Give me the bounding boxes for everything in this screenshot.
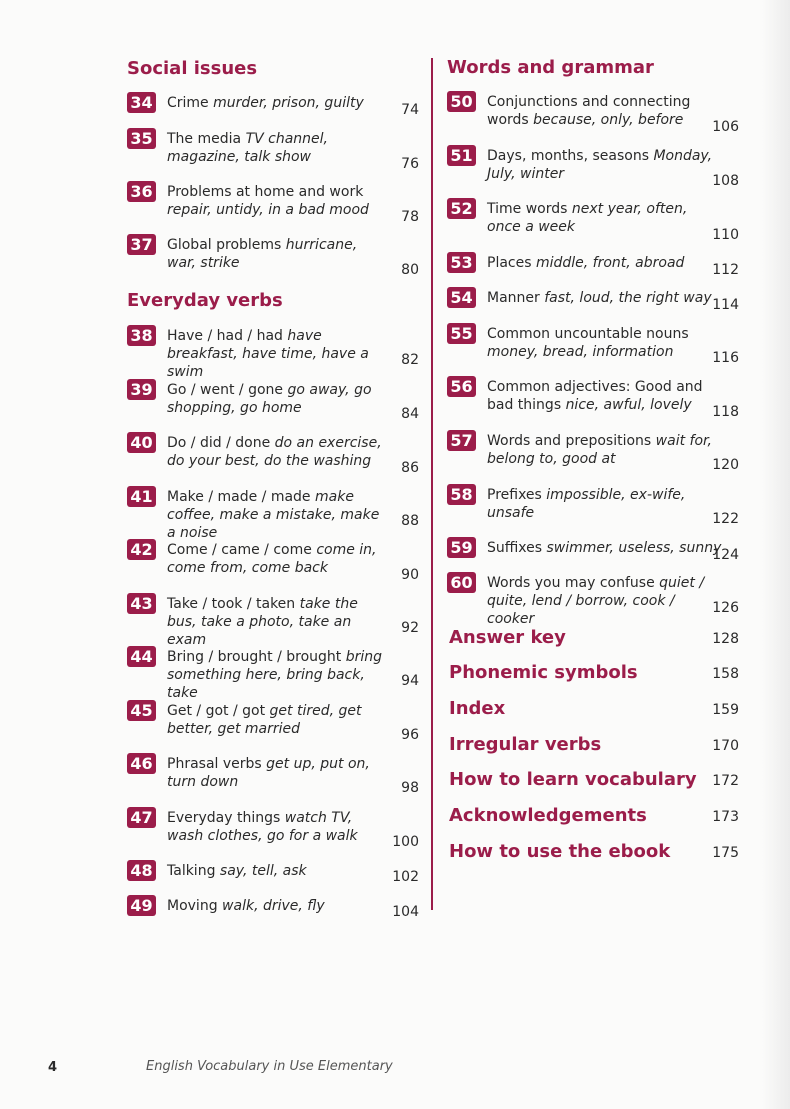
toc-entry[interactable]	[127, 236, 419, 276]
back-matter-entry[interactable]	[449, 627, 739, 649]
unit-text	[167, 183, 389, 219]
unit-number-badge: 53	[447, 252, 476, 273]
unit-text	[167, 381, 389, 417]
unit-examples: money, bread, information	[487, 344, 674, 360]
toc-entry[interactable]	[447, 573, 739, 627]
unit-title: Suffixes	[487, 540, 543, 556]
unit-text	[487, 325, 722, 361]
unit-examples: have breakfast, have time, have a swim	[167, 328, 369, 380]
page-number: 126	[712, 600, 739, 616]
back-matter-label: Phonemic symbols	[449, 662, 638, 683]
unit-examples: do an exercise, do your best, do the washing	[167, 435, 382, 469]
unit-title: Words you may confuse	[487, 575, 655, 591]
unit-number-badge: 48	[127, 860, 156, 881]
page-number: 78	[401, 209, 419, 225]
unit-title: Time words	[487, 201, 568, 217]
back-matter-label: How to learn vocabulary	[449, 769, 697, 790]
page-edge-shadow	[762, 0, 790, 1109]
unit-title: Manner	[487, 290, 540, 306]
unit-text	[487, 378, 722, 414]
unit-text	[167, 755, 389, 791]
unit-title: The media	[167, 131, 242, 147]
toc-entry[interactable]	[127, 862, 419, 902]
column-divider	[431, 58, 433, 910]
unit-text	[487, 574, 722, 628]
unit-text	[167, 488, 389, 542]
unit-text	[487, 539, 722, 557]
unit-title: Global problems	[167, 237, 282, 253]
toc-entry[interactable]	[127, 94, 419, 134]
unit-examples: walk, drive, fly	[222, 898, 325, 914]
unit-examples: swimmer, useless, sunny	[546, 540, 722, 556]
unit-number-badge: 52	[447, 198, 476, 219]
toc-entry[interactable]	[127, 809, 419, 849]
unit-title: Problems at home and work	[167, 184, 364, 200]
unit-title: Go / went / gone	[167, 382, 284, 398]
page-number: 84	[401, 406, 419, 422]
page-number: 74	[401, 102, 419, 118]
back-matter-label: Acknowledgements	[449, 805, 647, 826]
unit-number-badge: 38	[127, 325, 156, 346]
unit-title: Common uncountable nouns	[487, 326, 689, 342]
toc-entry[interactable]	[447, 147, 739, 187]
toc-entry[interactable]	[127, 541, 419, 581]
page-number: 102	[392, 869, 419, 885]
unit-title: Words and prepositions	[487, 433, 652, 449]
unit-number-badge: 39	[127, 379, 156, 400]
back-matter-entry[interactable]	[449, 805, 739, 827]
page-number: 104	[392, 904, 419, 920]
footer-book-title: English Vocabulary in Use Elementary	[146, 1059, 393, 1074]
page-number: 86	[401, 460, 419, 476]
page-number: 110	[712, 227, 739, 243]
toc-entry[interactable]	[447, 432, 739, 472]
page-number: 128	[712, 631, 739, 647]
page-number: 88	[401, 513, 419, 529]
page-number: 173	[712, 809, 739, 825]
page-number: 118	[712, 404, 739, 420]
page-number: 92	[401, 620, 419, 636]
unit-title: Crime	[167, 95, 209, 111]
toc-entry[interactable]	[447, 199, 739, 243]
unit-title: Come / came / come	[167, 542, 312, 558]
unit-number-badge: 43	[127, 593, 156, 614]
unit-examples: quiet / quite, lend / borrow, cook / cooker	[487, 575, 705, 627]
page-number: 172	[712, 773, 739, 789]
unit-text	[487, 432, 722, 468]
back-matter-label: Answer key	[449, 627, 566, 648]
unit-title: Common adjectives: Good and bad things	[487, 379, 703, 413]
unit-title: Take / took / taken	[167, 596, 296, 612]
page-number: 108	[712, 173, 739, 189]
section-heading: Words and grammar	[447, 57, 654, 78]
unit-text	[167, 809, 389, 845]
unit-text	[167, 862, 389, 880]
unit-examples: say, tell, ask	[219, 863, 307, 879]
page-number: 124	[712, 547, 739, 563]
unit-title: Days, months, seasons	[487, 148, 649, 164]
unit-text	[487, 289, 722, 307]
back-matter-entry[interactable]	[449, 662, 739, 684]
page-number: 90	[401, 567, 419, 583]
unit-examples: hurricane, war, strike	[167, 237, 358, 271]
unit-examples: next year, often, once a week	[487, 201, 688, 235]
unit-number-badge: 51	[447, 145, 476, 166]
unit-number-badge: 59	[447, 537, 476, 558]
unit-text	[487, 200, 722, 236]
unit-title: Get / got / got	[167, 703, 266, 719]
unit-examples: get up, put on, turn down	[167, 756, 370, 790]
unit-number-badge: 34	[127, 92, 156, 113]
unit-number-badge: 55	[447, 323, 476, 344]
toc-entry[interactable]	[447, 539, 739, 579]
section-heading: Social issues	[127, 58, 258, 79]
back-matter-label: Irregular verbs	[449, 734, 602, 755]
back-matter-label: How to use the ebook	[449, 841, 671, 862]
toc-entry[interactable]	[127, 183, 419, 223]
back-matter-entry[interactable]	[449, 769, 739, 791]
toc-entry[interactable]	[127, 594, 419, 648]
footer-page-number: 4	[48, 1060, 58, 1075]
toc-entry[interactable]	[127, 487, 419, 541]
unit-examples: nice, awful, lovely	[565, 397, 692, 413]
unit-number-badge: 44	[127, 646, 156, 667]
unit-number-badge: 50	[447, 91, 476, 112]
unit-examples: come in, come from, come back	[167, 542, 377, 576]
unit-examples: bring something here, bring back, take	[167, 649, 383, 701]
unit-examples: take the bus, take a photo, take an exam	[167, 596, 358, 648]
unit-number-badge: 36	[127, 181, 156, 202]
unit-text	[167, 236, 389, 272]
section-heading: Everyday verbs	[127, 290, 283, 311]
toc-entry[interactable]	[447, 486, 739, 526]
page-number: 76	[401, 156, 419, 172]
toc-entry[interactable]	[447, 93, 739, 133]
unit-number-badge: 35	[127, 128, 156, 149]
page-number: 80	[401, 262, 419, 278]
page-number: 116	[712, 350, 739, 366]
unit-text	[487, 93, 722, 129]
unit-examples: go away, go shopping, go home	[167, 382, 372, 416]
unit-text	[487, 486, 722, 522]
toc-entry[interactable]	[127, 755, 419, 795]
unit-title: Talking	[167, 863, 216, 879]
unit-text	[487, 254, 722, 272]
unit-number-badge: 57	[447, 430, 476, 451]
unit-number-badge: 60	[447, 572, 476, 593]
toc-entry[interactable]	[127, 647, 419, 701]
back-matter-entry[interactable]	[449, 698, 739, 720]
page-number: 98	[401, 780, 419, 796]
unit-title: Everyday things	[167, 810, 281, 826]
unit-examples: middle, front, abroad	[535, 255, 685, 271]
page-number: 82	[401, 352, 419, 368]
back-matter-label: Index	[449, 698, 506, 719]
unit-number-badge: 54	[447, 287, 476, 308]
page-number: 159	[712, 702, 739, 718]
page-number: 96	[401, 727, 419, 743]
unit-number-badge: 40	[127, 432, 156, 453]
unit-number-badge: 42	[127, 539, 156, 560]
unit-title: Have / had / had	[167, 328, 283, 344]
toc-entry[interactable]	[127, 434, 419, 474]
toc-entry[interactable]	[447, 254, 739, 294]
unit-text	[167, 648, 389, 702]
unit-examples: impossible, ex-wife, unsafe	[487, 487, 686, 521]
page-number: 112	[712, 262, 739, 278]
unit-number-badge: 49	[127, 895, 156, 916]
page-number: 100	[392, 834, 419, 850]
unit-examples: fast, loud, the right way	[544, 290, 712, 306]
unit-title: Moving	[167, 898, 218, 914]
unit-number-badge: 45	[127, 700, 156, 721]
page-number: 120	[712, 457, 739, 473]
unit-examples: wait for, belong to, good at	[487, 433, 712, 467]
toc-entry[interactable]	[127, 897, 419, 937]
unit-title: Prefixes	[487, 487, 542, 503]
unit-number-badge: 56	[447, 376, 476, 397]
page-number: 106	[712, 119, 739, 135]
toc-entry[interactable]	[127, 326, 419, 380]
back-matter-entry[interactable]	[449, 841, 739, 863]
unit-number-badge: 58	[447, 484, 476, 505]
page-number: 122	[712, 511, 739, 527]
unit-examples: TV channel, magazine, talk show	[167, 131, 328, 165]
unit-number-badge: 47	[127, 807, 156, 828]
toc-entry[interactable]	[127, 702, 419, 742]
unit-examples: watch TV, wash clothes, go for a walk	[167, 810, 358, 844]
toc-entry[interactable]	[447, 378, 739, 418]
unit-examples: Monday, July, winter	[487, 148, 713, 182]
unit-examples: because, only, before	[533, 112, 684, 128]
unit-examples: repair, untidy, in a bad mood	[167, 202, 369, 218]
unit-examples: murder, prison, guilty	[213, 95, 364, 111]
unit-text	[167, 541, 389, 577]
unit-text	[167, 897, 389, 915]
unit-text	[167, 327, 389, 381]
unit-text	[167, 595, 389, 649]
unit-text	[167, 702, 389, 738]
unit-number-badge: 37	[127, 234, 156, 255]
unit-text	[487, 147, 722, 183]
unit-number-badge: 46	[127, 753, 156, 774]
back-matter-entry[interactable]	[449, 734, 739, 756]
unit-title: Phrasal verbs	[167, 756, 262, 772]
unit-examples: get tired, get better, get married	[167, 703, 362, 737]
unit-title: Places	[487, 255, 532, 271]
toc-entry[interactable]	[127, 381, 419, 421]
page-number: 158	[712, 666, 739, 682]
page-number: 114	[712, 297, 739, 313]
unit-number-badge: 41	[127, 486, 156, 507]
page-number: 170	[712, 738, 739, 754]
toc-entry[interactable]	[447, 325, 739, 365]
unit-text	[167, 130, 389, 166]
unit-title: Conjunctions and connecting words	[487, 94, 691, 128]
unit-title: Bring / brought / brought	[167, 649, 342, 665]
unit-title: Make / made / made	[167, 489, 311, 505]
unit-examples: make coffee, make a mistake, make a noise	[167, 489, 380, 541]
unit-text	[167, 94, 389, 112]
toc-entry[interactable]	[127, 130, 419, 170]
page-number: 175	[712, 845, 739, 861]
unit-title: Do / did / done	[167, 435, 271, 451]
unit-text	[167, 434, 389, 470]
page-number: 94	[401, 673, 419, 689]
toc-entry[interactable]	[447, 289, 739, 329]
